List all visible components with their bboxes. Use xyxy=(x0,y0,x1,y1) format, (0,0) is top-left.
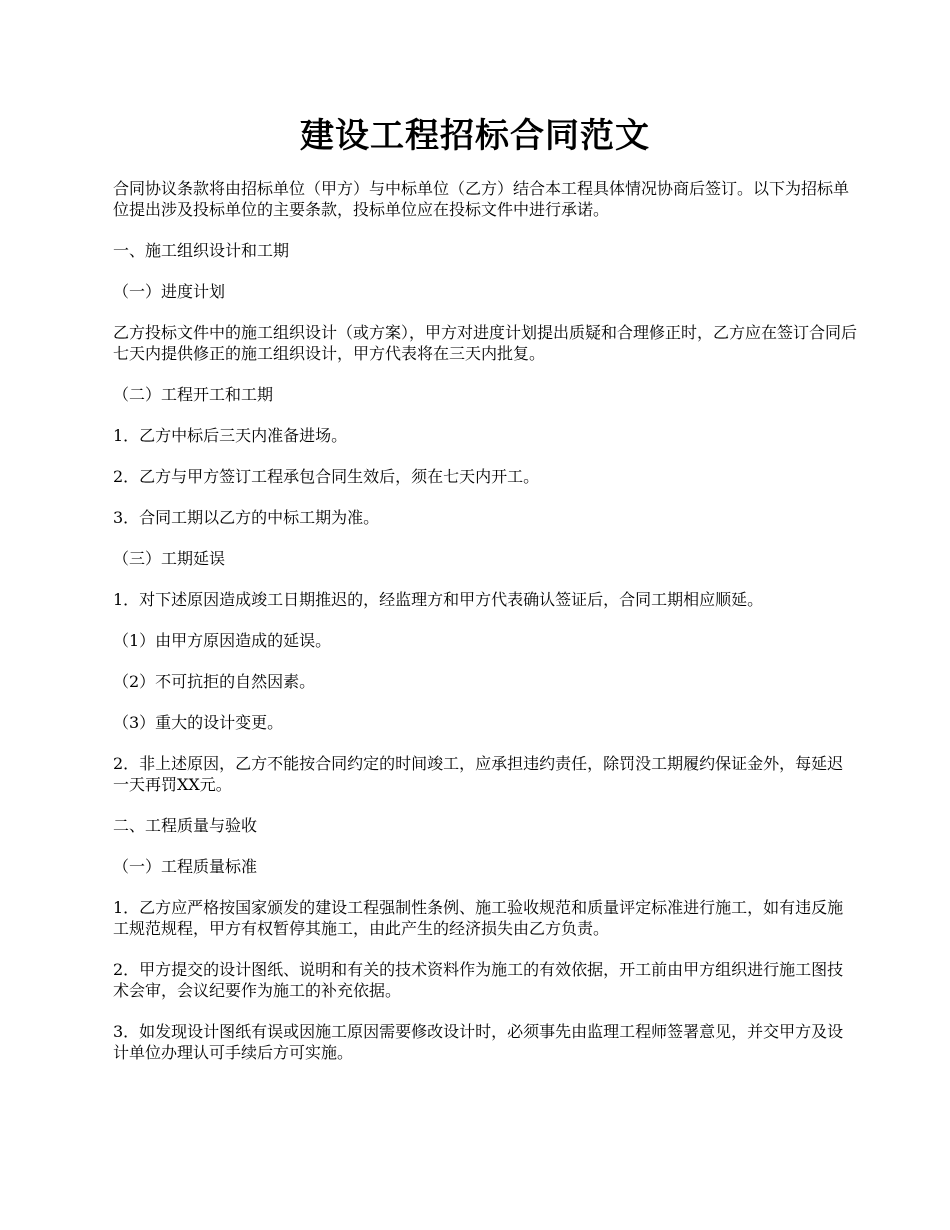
sub-list-item: （1）由甲方原因造成的延误。 xyxy=(113,631,332,650)
document-title: 建设工程招标合同范文 xyxy=(300,116,650,156)
sub-list-item: （2）不可抗拒的自然因素。 xyxy=(113,672,316,691)
subsection-heading-1-1: （一）进度计划 xyxy=(113,282,226,301)
section-heading-2: 二、工程质量与验收 xyxy=(113,816,258,835)
list-item: 2．甲方提交的设计图纸、说明和有关的技术资料作为施工的有效依据，开工前由甲方组织进行施工图技术会审，会议纪要作为施工的补充依据。 xyxy=(113,960,844,1000)
paragraph-intro: 合同协议条款将由招标单位（甲方）与中标单位（乙方）结合本工程具体情况协商后签订。以下为招标单位提出涉及投标单位的主要条款，投标单位应在投标文件中进行承诺。 xyxy=(113,179,850,219)
paragraph: 乙方投标文件中的施工组织设计（或方案），甲方对进度计划提出质疑和合理修正时，乙方应在签订合同后七天内提供修正的施工组织设计，甲方代表将在三天内批复。 xyxy=(113,323,858,363)
list-item: 3．如发现设计图纸有误或因施工原因需要修改设计时，必须事先由监理工程师签署意见，并交甲方及设计单位办理认可手续后方可实施。 xyxy=(113,1022,844,1062)
list-item: 1．乙方应严格按国家颁发的建设工程强制性条例、施工验收规范和质量评定标准进行施工，如有违反施工规范规程，甲方有权暂停其施工，由此产生的经济损失由乙方负责。 xyxy=(113,898,844,938)
section-heading-1: 一、施工组织设计和工期 xyxy=(113,241,290,260)
list-item: 2．非上述原因，乙方不能按合同约定的时间竣工，应承担违约责任，除罚没工期履约保证金外，每延迟一天再罚XX元。 xyxy=(113,754,844,794)
subsection-heading-2-1: （一）工程质量标准 xyxy=(113,857,258,876)
subsection-heading-1-2: （二）工程开工和工期 xyxy=(113,385,274,404)
list-item: 1．对下述原因造成竣工日期推迟的，经监理方和甲方代表确认签证后，合同工期相应顺延。 xyxy=(113,590,764,609)
list-item: 2．乙方与甲方签订工程承包合同生效后，须在七天内开工。 xyxy=(113,467,540,486)
sub-list-item: （3）重大的设计变更。 xyxy=(113,713,284,732)
list-item: 1．乙方中标后三天内准备进场。 xyxy=(113,426,348,445)
document-body xyxy=(113,178,858,1083)
subsection-heading-1-3: （三）工期延误 xyxy=(113,549,226,568)
list-item: 3．合同工期以乙方的中标工期为准。 xyxy=(113,508,380,527)
